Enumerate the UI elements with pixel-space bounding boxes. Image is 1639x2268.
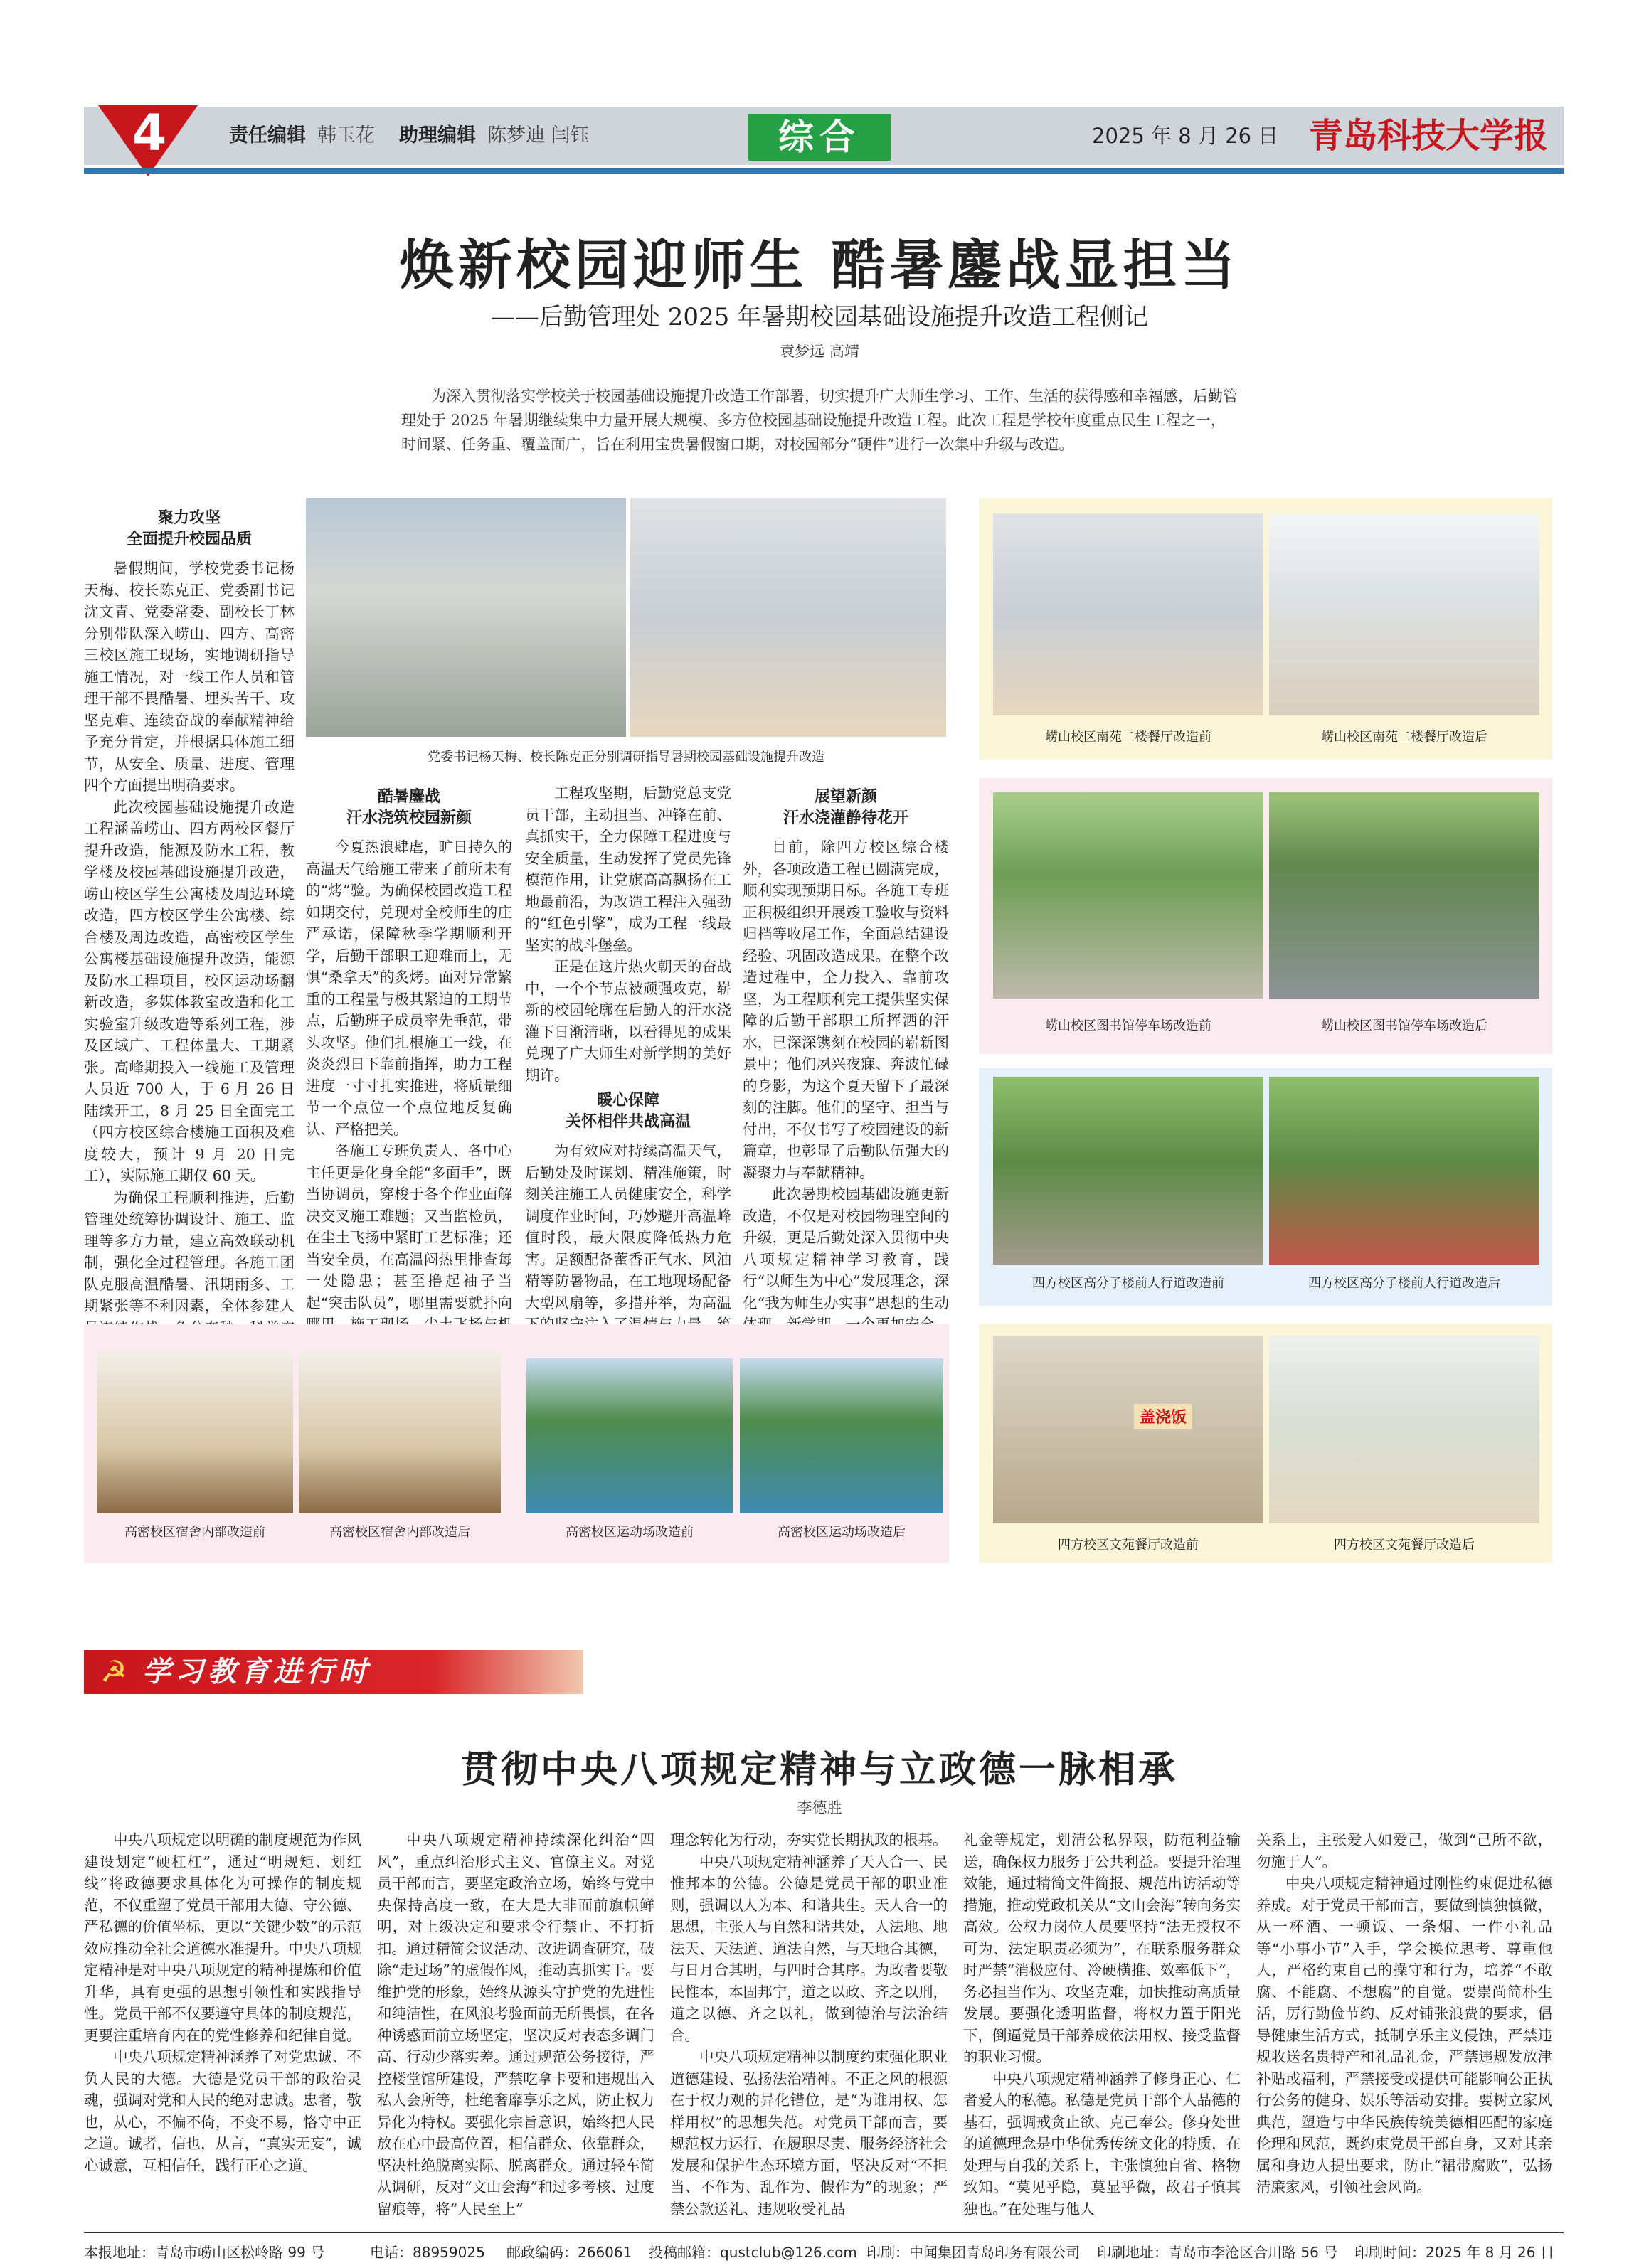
sec1-para3: 为确保工程顺利推进，后勤管理处统筹协调设计、施工、监理等多方力量，建立高效联动机制，强化全过程管理。各施工团队克服高温酷暑、汛期雨多、工期紧张等不利因素，全体参建人 (84, 1188, 295, 1314)
photo-sidewalk-after (1269, 1077, 1539, 1265)
footer-print-date: 印刷时间：2025 年 8 月 26 日 (1354, 2244, 1554, 2261)
a2-c3-p3: 中央八项规定精神以制度约束强化职业道德建设、弘扬法治精神。不正之风的根源在于权力观的异化错位，是“为谁用权、怎样用权”的思想失范。对党员干部而言，要规范权力运行，在履职尽责、服务经济社会发展和保护生态环境方面，坚决反对“不担当、不作为、乱作为、假作为”的现象；严禁公款送礼、违规收受礼品 (670, 2048, 948, 2218)
photo-field-after (740, 1358, 943, 1513)
sec2-para2: 各施工专班负责人、各中心主任更是化身全能“多面手”，既当协调员，穿梭于各个作业面解决交叉施工难题；又当监检员，在尘土飞扬中紧盯工艺标准；还当安全员，在高温闷热里排查每一处隐患；甚至撸起袖子当起“突击队员”，哪里需要就扑向 (306, 1142, 512, 1311)
photo-dorm-before (97, 1351, 293, 1513)
masthead-logo: 青岛科技大学报 (1309, 116, 1549, 156)
party-emblem-icon: ☭ (100, 1654, 127, 1689)
article2-col2 (377, 1829, 654, 2220)
photo-wenyuan-before (993, 1336, 1263, 1523)
sec3-heading: 暖心保障 关怀相伴共战高温 (565, 1092, 691, 1131)
photo-sidewalk-before (993, 1077, 1263, 1265)
editor-name: 韩玉花 (317, 124, 375, 147)
issue-date: 2025 年 8 月 26 日 (1092, 124, 1279, 148)
caption-sidewalk-after: 四方校区高分子楼前人行道改造后 (1308, 1276, 1500, 1291)
article2-byline: 李德胜 (797, 1799, 842, 1816)
article1-col1 (84, 504, 295, 1404)
a2-c4-p2: 中央八项规定精神涵养了修身正心、仁者爱人的私德。私德是党员干部个人品德的基石，强调戒贪止欲、克己奉公。修身处世的道德理念是中华优秀传统文化的特质，在处理与自我的关系上，主张慎独自省、格物致知。“莫见乎隐，莫显乎微，故君子慎其独也。”在处理与他人 (963, 2070, 1241, 2218)
caption-canteen-before: 崂山校区南苑二楼餐厅改造前 (1045, 730, 1211, 745)
a2-c2-p1: 中央八项规定精神持续深化纠治“四风”，重点纠治形式主义、官僚主义。对党员干部而言，要坚定政治立场，始终与党中央保持高度一致，在大是大非面前旗帜鲜明，对上级决定和要求令行禁止、不打折扣。通过精简会议活动、改进调查研究，破除“走过场”的虚假作风，推动真抓实干。要维护党的形象，始终从源头守护党的先进性和纯洁性，在风浪考验面前无所畏惧，在各种诱惑面前立场坚定，坚决反对表态多调门高、行动少落实差。通过规范公务接待，严控楼堂馆所建设，严禁吃拿卡要和违规出入私人会所等，杜绝奢靡享乐之风，防止权力异化为特权。要强化宗旨意识，始终把人民放在心中最高位置，相信群众、依靠群众，坚决杜绝脱离实际、脱离群众。通过轻车简从调研，反对“文山会海”和过多考核、过度留痕等，将“人民至上” (377, 1831, 654, 2218)
caption-dorm-before: 高密校区宿舍内部改造前 (124, 1525, 265, 1540)
study-banner-text: 学习教育进行时 (142, 1655, 371, 1688)
a2-c3-p1: 理念转化为行动，夯实党长期执政的根基。 (670, 1831, 948, 1848)
caption-canteen-after: 崂山校区南苑二楼餐厅改造后 (1321, 730, 1487, 745)
footer-phone: 电话：88959025 (370, 2244, 485, 2261)
a2-c5-p1: 关系上，主张爱人如爱己，做到“己所不欲，勿施于人”。 (1256, 1831, 1552, 1870)
article2-col5 (1256, 1829, 1552, 2198)
page-number: 4 (132, 104, 167, 162)
article1-col3 (525, 782, 731, 1357)
footer-printer: 印刷：中闻集团青岛印务有限公司 (866, 2244, 1080, 2261)
sec2-para1: 今夏热浪肆虐，旷日持久的高温天气给施工带来了前所未有的“烤”验。为确保校园改造工程如期交付，兑现对全校师生的庄严承诺，保障秋季学期顺利开学，后勤干部职工迎难而上，无惧“桑拿天”的炙烤。面对异常繁重的工程量与极其紧迫的工期节点，后勤班子成员率先垂范，带头攻坚。他们扎根施工一线，在炎炎烈日下靠前指挥，助力工程进度一寸寸扎实推进，将质量细节一个点位一个点位地反复确认、严格把关。 (306, 838, 512, 1138)
sec3-para1: 为有效应对持续高温天气，后勤处及时谋划、精准施策，时刻关注施工人员健康安全，科学调度作业时间，巧妙避开高温峰值时段，最大限度降低热力危害。足额配备藿香正气水、风油精等防暑物品，在工地现场配备大型风扇等，多措并举，为高温 (525, 1142, 731, 1311)
article1-lead: 为深入贯彻落实学校关于校园基础设施提升改造工作部署，切实提升广大师生学习、工作、生活的获得感和幸福感，后勤管理处于 2025 年暑期继续集中力量开展大规模、多方位校园基础设施提升改造工程。此次工程是学校年度重点民生工程之一，时间紧、任务重、覆盖面广，旨在利用宝贵暑假窗口期，对校园部分“硬件”进行一次集中升级与改造。 (401, 388, 1238, 453)
sec4-para1: 目前，除四方校区综合楼外，各项改造工程已圆满完成，顺利实现预期目标。各施工专班正积极组织开展竣工验收与资料归档等收尾工作，全面总结建设经验、巩固改造成果。在整个改造过程中，全力投入、靠前攻坚，为工程顺利完工提供坚实保障的后勤干部职工所挥洒的汗水，已深深镌刻在校园的崭新图景中；他们夙兴夜寐、奔波忙碌的身影，为这个夏天留下了最深刻的注脚。他们的坚守、担当与付出，不仅书写了校园建设的新篇章，也彰显了后勤队伍强大的凝聚力与奉献精神。 (743, 838, 949, 1181)
footer-address: 本报地址：青岛市崂山区松岭路 99 号 (84, 2244, 325, 2261)
caption-field-before: 高密校区运动场改造前 (566, 1525, 694, 1540)
article1-byline: 袁梦远 高靖 (780, 343, 859, 360)
footer-print-address: 印刷地址：青岛市李沧区合川路 56 号 (1097, 2244, 1338, 2261)
sec1-heading: 聚力攻坚 全面提升校园品质 (126, 509, 252, 548)
photo-dorm-after (299, 1351, 501, 1513)
sec4-para2: 此次暑期校园基础设施更新改造，不仅是对校园物理空间的升级，更是后勤处深入贯彻中央八项规定精神学习教育，践行“以师生为中心”发展理念，深化“我为师生办实事”思想的生动 (743, 1186, 949, 1311)
sec1-para2: 此次校园基础设施提升改造工程涵盖崂山、四方两校区餐厅提升改造，能源及防水工程，教学楼及校园基础设施提升改造，崂山校区学生公寓楼及周边环境改造，四方校区学生公寓楼、综合楼及周边改造，高密校区学生公寓楼基础设施提升改造，能源及防水工程项目，校区运动场翻新改造，多媒体教室改造和化工实验室升级改造等系列工程，涉及区域广、工程体量大、工期紧张。高峰期投入一线施工及管理人员近 700 人，于 6 月 26 日陆续开工，8 月 25 日全面完工（四方校区综合楼施工面积及难度较大，预计 9 月 20 日完工），实际施工期仅 60 天。 (84, 798, 295, 1184)
a2-c3-p2: 中央八项规定精神涵养了天人合一、民惟邦本的公德。公德是党员干部的职业准则，强调以人为本、和谐共生。天人合一的思想，主张人与自然和谐共处，人法地、地法天、天法道、道法自然，与天地合其德，与日月合其明，与四时合其序。为政者要敬民惟本，本固邦宁，道之以政、齐之以刑，道之以德、齐之以礼，做到德治与法治结合。 (670, 1853, 948, 2044)
sec1-para1: 暑假期间，学校党委书记杨天梅、校长陈克正、党委副书记沈文青、党委常委、副校长丁林分别带队深入崂山、四方、高密三校区施工现场，实地调研指导施工情况，对一线工作人员和管理干部不畏酷暑、埋头苦干、攻坚克难、连续奋战的奉献精神给予充分肯定，并根据具体施工细节，从安全、质量、进度、管理四个方面提出明确要求。 (84, 560, 295, 794)
main-photo-caption: 党委书记杨天梅、校长陈克正分别调研指导暑期校园基础设施提升改造 (428, 750, 824, 765)
a2-c1-p1: 中央八项规定以明确的制度规范为作风建设划定“硬杠杠”，通过“明规矩、划红线”将政德要求具体化为可操作的制度规范，不仅重塑了党员干部用大德、守公德、严私德的价值坐标，更以“关键少数”的示范效应推动全社会道德水准提升。中央八项规定精神是对中央八项规定的精神提炼和价值升华，具有更强的思想引领性和实践指导性。党员干部不仅要遵守具体的制度规范，更要注重培育内在的党性修养和纪律自觉。 (84, 1831, 361, 2044)
a2-c5-p2: 中央八项规定精神通过刚性约束促进私德养成。对于党员干部而言，要做到慎独慎微，从一杯酒、一顿饭、一条烟、一件小礼品等“小事小节”入手，学会换位思考、尊重他人，严格约束自己的操守和行为，培养“不敢腐、不能腐、不想腐”的自觉。要崇尚简朴生活，厉行勤俭节约、反对铺张浪费的要求，倡导健康生活方式，抵制享乐主义侵蚀，严禁违规收送名贵特产和礼品礼金，严禁违规发放津补贴或福利，严禁接受或提供可能影响公正执行公务的健身、娱乐等活动安排。要树立家风典范，塑造与中华民族传统美德相匹配的家庭伦理和风范，既约束党员干部自身，又对其亲属和身边人提出要求，防止“裙带腐败”，弘扬清廉家风，引领社会风尚。 (1256, 1875, 1552, 2195)
caption-sidewalk-before: 四方校区高分子楼前人行道改造前 (1032, 1276, 1224, 1291)
article2-col4 (963, 1829, 1241, 2220)
editors-line (229, 107, 614, 165)
a2-c1-p2: 中央八项规定精神涵养了对党忠诚、不负人民的大德。大德是党员干部的政治灵魂，强调对党和人民的绝对忠诚。忠者，敬也，从心，不偏不倚，不变不易，恪守中正之道。诚者，信也，从言，“真实无妄”，诚心诚意，互相信任，践行正心之道。 (84, 2048, 361, 2174)
sec2-para4: 正是在这片热火朝天的奋战中，一个个节点被顽强攻克，崭新的校园轮廓在后勤人的汗水浇灌下日渐清晰，以看得见的成果兑现了广大师生对新学期的美好期许。 (525, 958, 731, 1084)
footer-rule (84, 2232, 1564, 2233)
footer-zip: 邮政编码：266061 (506, 2244, 632, 2261)
sec2-heading: 酷暑鏖战 汗水浇筑校园新颜 (346, 788, 472, 827)
sec2-para3: 工程攻坚期，后勤党总支党员干部，主动担当、冲锋在前、真抓实干，全力保障工程进度与安全质量，生动发挥了党员先锋模范作用，让党旗高高飘扬在工地最前沿，为改造工程注入强劲的“红色引擎”，成为工程一线最坚实的战斗堡垒。 (525, 784, 731, 954)
sec4-heading: 展望新颜 汗水浇灌静待花开 (783, 788, 908, 827)
header-rule (84, 168, 1564, 174)
caption-parking-before: 崂山校区图书馆停车场改造前 (1045, 1018, 1211, 1033)
caption-parking-after: 崂山校区图书馆停车场改造后 (1321, 1018, 1487, 1033)
asst-editor-name: 陈梦迪 闫钰 (487, 124, 590, 147)
article2-col1 (84, 1829, 361, 2176)
caption-wenyuan-after: 四方校区文苑餐厅改造后 (1334, 1538, 1475, 1553)
caption-wenyuan-before: 四方校区文苑餐厅改造前 (1058, 1538, 1199, 1553)
footer-email: 投稿邮箱：qustclub@126.com (649, 2244, 857, 2261)
editor-label: 责任编辑 (229, 124, 306, 147)
photo-leaders-inspection-1 (306, 498, 626, 737)
photo-leaders-inspection-2 (630, 498, 946, 737)
article1-subtitle: ——后勤管理处 2025 年暑期校园基础设施提升改造工程侧记 (490, 303, 1149, 331)
photo-field-before (526, 1358, 733, 1513)
asst-editor-label: 助理编辑 (399, 124, 476, 147)
section-badge: 综合 (748, 114, 891, 161)
article2-title: 贯彻中央八项规定精神与立政德一脉相承 (460, 1748, 1178, 1791)
photo-canteen-after (1269, 513, 1539, 715)
caption-field-after: 高密校区运动场改造后 (778, 1525, 906, 1540)
photo-parking-before (993, 792, 1263, 999)
caption-dorm-after: 高密校区宿舍内部改造后 (329, 1525, 470, 1540)
a2-c4-p1: 礼金等规定，划清公私界限，防范利益输送，确保权力服务于公共利益。要提升治理效能，通过精简文件简报、规范出访活动等措施，推动党政机关从“文山会海”转向务实高效。公权力岗位人员要坚持“法无授权不可为、法定职责必须为”，在联系服务群众时严禁“消极应付、冷硬横推、效率低下”，务必担当作为、攻坚克难，加快推动高质量发展。要强化透明监督，将权力置于阳光下，倒逼党员干部养成依法用权、接受监督的职业习惯。 (963, 1831, 1241, 2065)
article2-col3 (670, 1829, 948, 2220)
canteen-sign: 盖浇饭 (1134, 1404, 1192, 1429)
photo-parking-after (1269, 792, 1539, 999)
article1-title: 焕新校园迎师生 酷暑鏖战显担当 (399, 233, 1240, 297)
footer (0, 2237, 1639, 2262)
photo-wenyuan-after (1269, 1336, 1539, 1523)
photo-canteen-before (993, 513, 1263, 715)
